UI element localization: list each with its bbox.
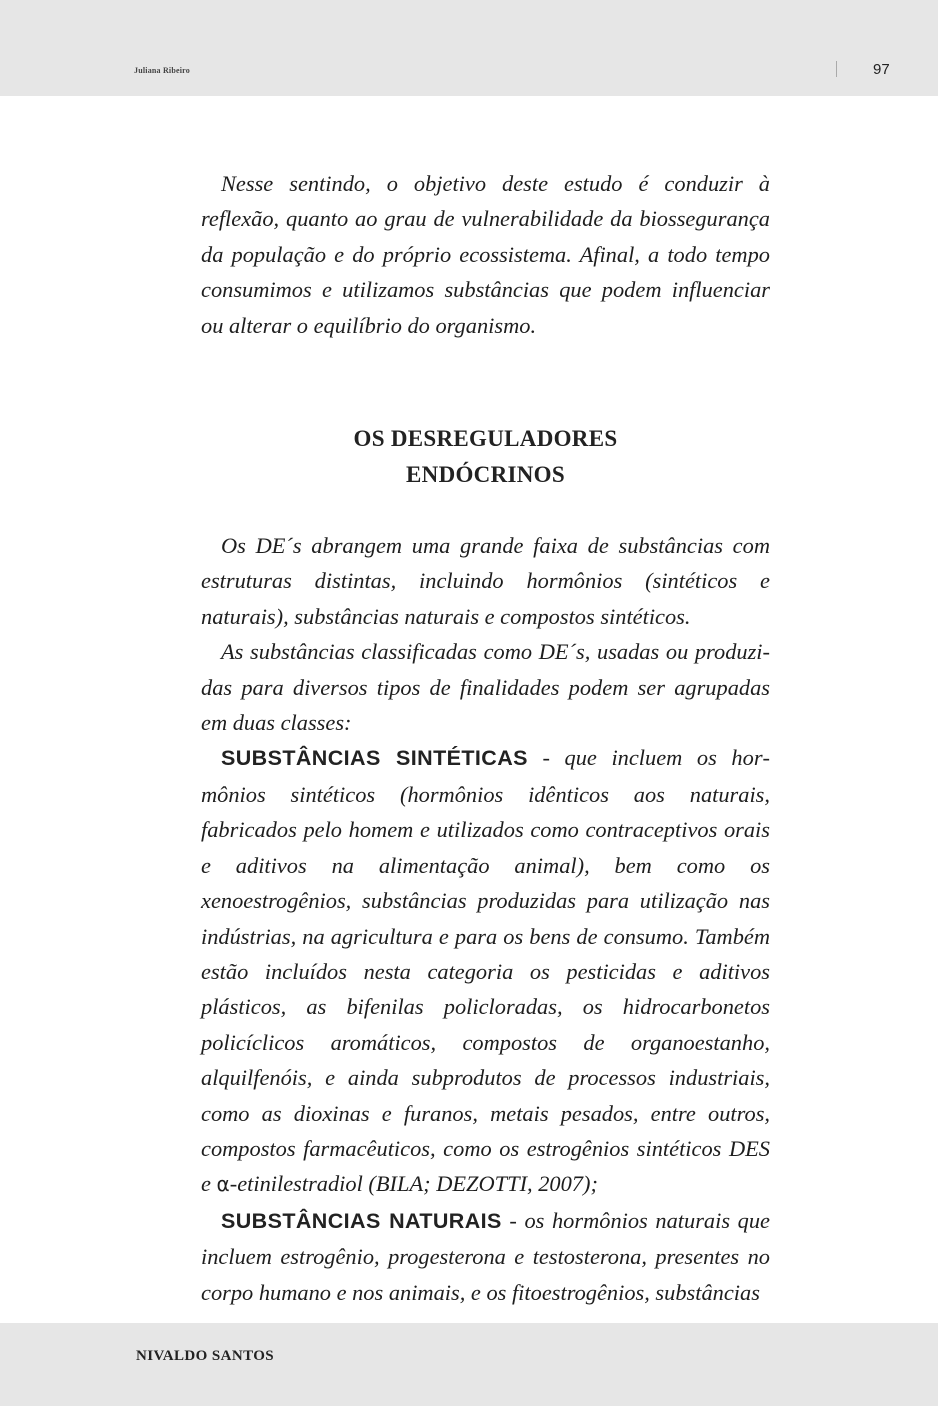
synthetic-substances-citation: -etinilestradiol (BILA; DEZOTTI, 2007); <box>229 1171 598 1197</box>
page-number: 97 <box>873 61 890 78</box>
natural-substances-text: - os hormônios naturais que incluem estrogênio, progesterona e testosterona, presentes no corpo humano e nos animais, e os fitoestrogênios, substâncias <box>201 1207 770 1305</box>
header-author: Juliana Ribeiro <box>134 66 190 75</box>
paragraph-synthetic-substances <box>201 740 770 1202</box>
paragraph-de-classes: As substâncias classificadas como DE´s, usadas ou produzidas para diversos tipos de finalidades podem ser agrupadas em duas classes: <box>201 639 770 736</box>
running-header <box>0 0 938 96</box>
section-title-line-2: ENDÓCRINOS <box>406 461 565 487</box>
paragraph-de-range: Os DE´s abrangem uma grande faixa de substâncias com estruturas distintas, incluindo hormônios (sintéticos e naturais), substâncias naturais e compostos sintéticos. <box>201 533 770 629</box>
section-title-line-1: OS DESREGULADORES <box>353 426 618 452</box>
page-body <box>201 166 770 1310</box>
section-title <box>201 421 770 492</box>
synthetic-substances-text: - que incluem os hormônios sintéticos (hormônios idênticos aos naturais, fabricados pelo homem e utilizados como contraceptivos orais e aditivos na alimentação animal), bem como os xenoestrogênios, substâncias produzidas para utilização nas indústrias, na agricultura e para os bens de consumo. Também estão incluídos nesta categoria os pesticidas e aditivos plásticos, as bifenilas policloradas, os hidrocarbonetos policíclicos aromáticos, compostos de organoestanho, alquilfenóis, e ainda subprodutos de processos industriais, como as dioxinas e furanos, metais pesados, entre outros, compostos farmacêuticos, como os estrogênios sintéticos DES e <box>201 745 770 1197</box>
header-separator <box>836 61 837 77</box>
running-footer <box>0 1323 938 1406</box>
synthetic-substances-term: SUBSTÂNCIAS SINTÉTICAS <box>221 746 528 771</box>
paragraph-natural-substances <box>201 1203 770 1310</box>
natural-substances-term: SUBSTÂNCIAS NATURAIS <box>221 1208 502 1233</box>
footer-author-name: NIVALDO SANTOS <box>136 1348 275 1364</box>
paragraph-objective: Nesse sentindo, o objetivo deste estudo é conduzir à reflexão, quanto ao grau de vulnerabilidade da biossegurança da população e do próprio ecossistema. Afinal, a todo tempo consumimos e utilizamos substâncias que podem influenciar ou alterar o equilíbrio do organismo. <box>201 171 770 338</box>
alpha-symbol: α <box>216 1172 230 1197</box>
